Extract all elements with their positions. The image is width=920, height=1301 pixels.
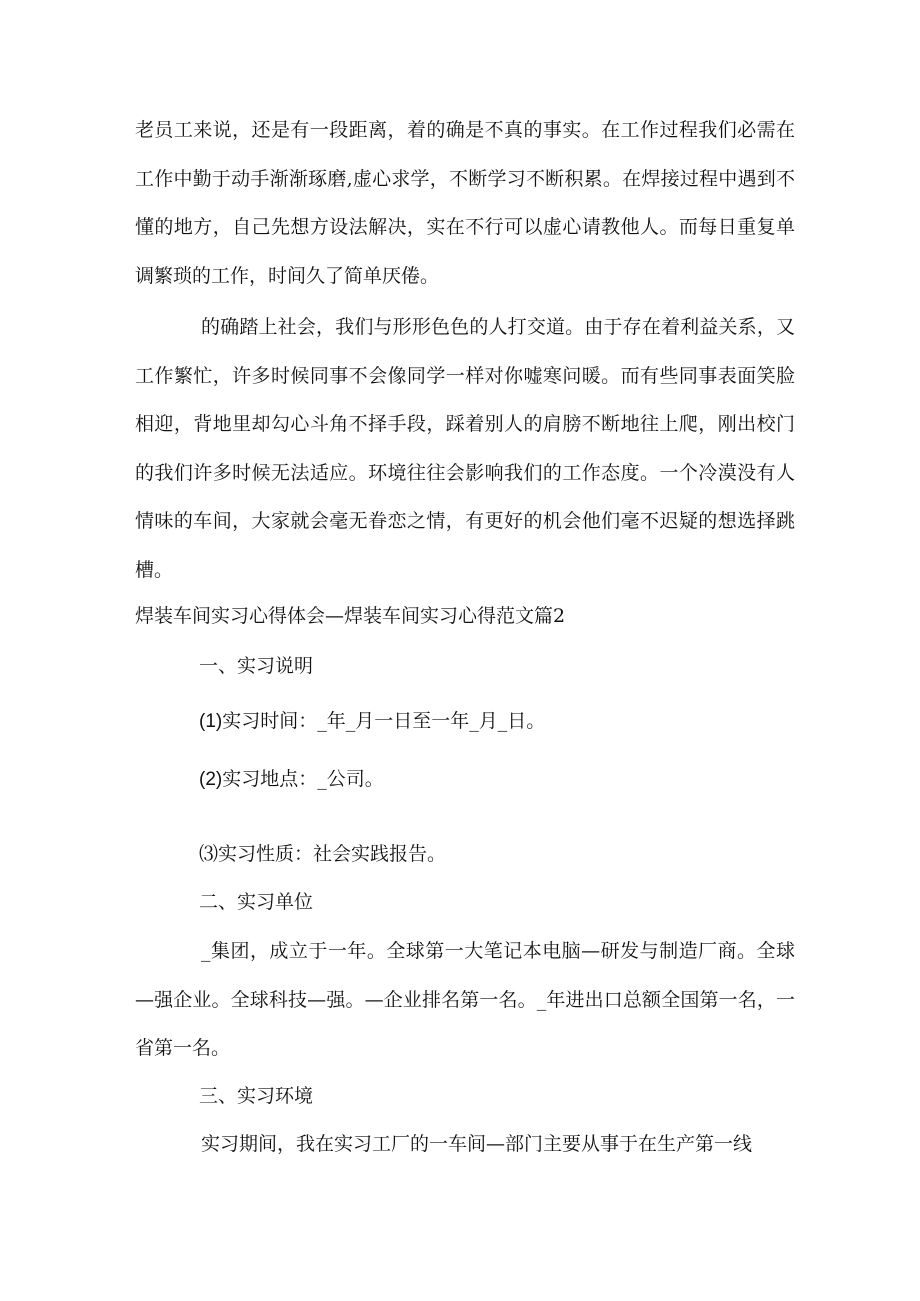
paragraph-internship-period: 实习期间，我在实习工厂的一车间—部门主要从事于在生产第一线 [201,1133,753,1155]
list-item-text: 实习时间：_年_月一日至一年_月_日。 [222,710,546,732]
list-item-number: (1) [199,711,223,732]
section-heading-internship-description: 一、实习说明 [199,655,314,677]
paragraph-coworker-distance: 老员工来说，还是有一段距离，着的确是不真的事实。在工作过程我们必需在工作中勤于动手渐渐琢磨,虚心求学，不断学习不断积累。在焊接过程中遇到不懂的地方，自己先想方设法解决，实在不行可以虚心请教他人。而每日重复单调繁琐的工作，时间久了简单厌倦。 [135,119,795,287]
paragraph-society-relations: 的确踏上社会，我们与形形色色的人打交道。由于存在着利益关系，又工作繁忙，许多时候同事不会像同学一样对你嘘寒问暖。而有些同事表面笑脸相迎，背地里却勾心斗角不择手段，踩着别人的肩膀不断地往上爬，刚出校门的我们许多时候无法适应。环境往往会影响我们的工作态度。一个冷漠没有人情味的车间，大家就会毫无眷恋之情，有更好的机会他们毫不迟疑的想选择跳槽。 [135,316,795,581]
list-item-internship-time [199,709,545,734]
article-title-part2: 焊装车间实习心得体会—焊装车间实习心得范文篇2 [135,605,566,627]
list-item-number: (2) [199,769,223,790]
list-item-internship-location [199,767,384,792]
section-heading-internship-unit: 二、实习单位 [199,891,314,913]
list-item-text: 实习地点：_公司。 [222,768,384,790]
list-item-internship-nature: ⑶实习性质：社会实践报告。 [199,843,447,865]
paragraph-company-intro: _集团，成立于一年。全球第一大笔记本电脑—研发与制造厂商。全球—强企业。全球科技—强。—企业排名第一名。_年进出口总额全国第一名，一省第一名。 [135,940,795,1060]
section-heading-internship-environment: 三、实习环境 [199,1085,314,1107]
